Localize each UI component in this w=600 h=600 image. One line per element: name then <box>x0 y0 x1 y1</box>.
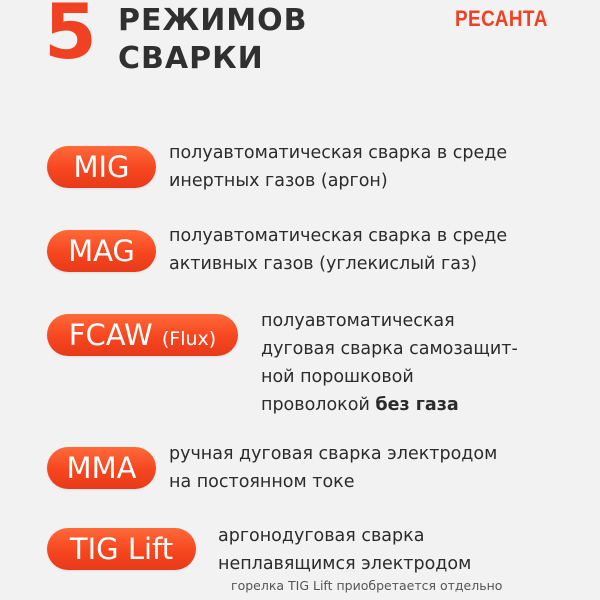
brand-logo: РЕСАНТА <box>455 6 548 31</box>
mode-description-mag <box>169 222 507 278</box>
big-number-five: 5 <box>44 0 97 76</box>
desc-line: полуавтоматическая сварка в среде <box>169 143 508 163</box>
desc-line: полуавтоматическая <box>261 311 455 331</box>
page-title <box>118 2 308 78</box>
mode-label: TIG Lift <box>69 532 174 566</box>
mode-badge-mig <box>47 146 156 188</box>
mode-label: MAG <box>68 234 135 268</box>
mode-badge-mag <box>47 230 156 272</box>
desc-bold-text: без газа <box>375 395 459 415</box>
desc-line: ручная дуговая сварка электродом <box>169 444 498 464</box>
mode-label: MIG <box>73 150 130 184</box>
title-line-2: СВАРКИ <box>118 41 264 76</box>
mode-description-tig-lift <box>218 522 471 578</box>
mode-label-sub: (Flux) <box>161 328 217 350</box>
desc-line: аргонодуговая сварка <box>218 526 425 546</box>
desc-line: ной порошковой <box>261 367 414 387</box>
mode-description-mma <box>169 440 497 496</box>
mode-label: MMA <box>66 451 137 485</box>
mode-label: FCAW <box>68 318 153 352</box>
footnote: горелка TIG Lift приобретается отдельно <box>231 578 503 593</box>
desc-line: активных газов (углекислый газ) <box>169 254 478 274</box>
mode-badge-mma <box>47 447 156 489</box>
title-line-1: РЕЖИМОВ <box>118 3 308 38</box>
desc-line: на постоянном токе <box>169 472 355 492</box>
mode-description-fcaw <box>261 307 518 419</box>
desc-line: полуавтоматическая сварка в среде <box>169 226 508 246</box>
mode-badge-fcaw <box>47 314 238 356</box>
desc-line <box>261 391 518 419</box>
desc-line: инертных газов (аргон) <box>169 171 388 191</box>
mode-description-mig <box>169 139 507 195</box>
desc-line: дуговая сварка самозащит- <box>261 339 518 359</box>
mode-badge-tig-lift <box>47 528 196 570</box>
desc-text: проволокой <box>261 395 376 415</box>
desc-line: неплавящимся электродом <box>218 554 472 574</box>
